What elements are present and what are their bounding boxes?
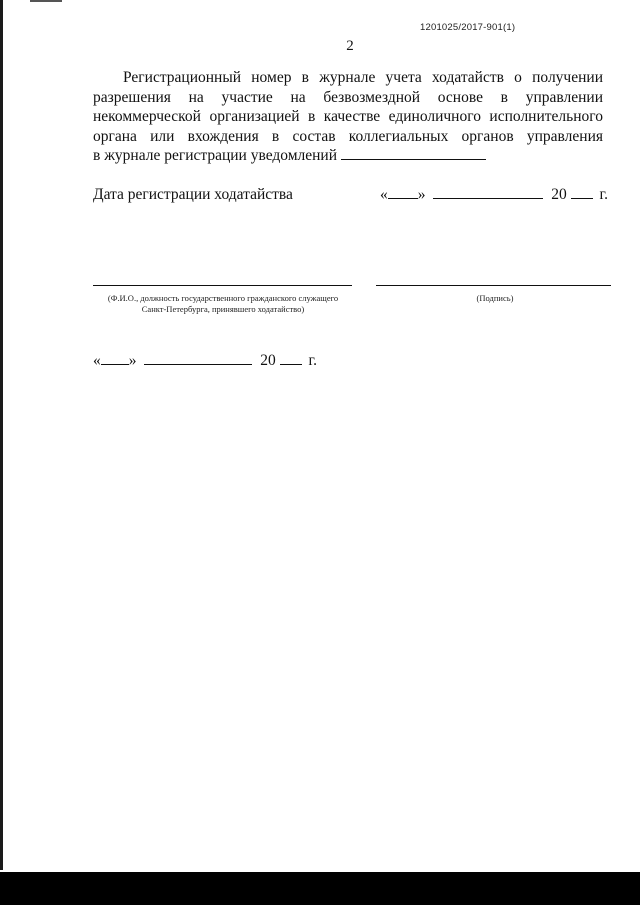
- bottom-year-prefix: 20: [260, 352, 276, 369]
- bottom-month-blank[interactable]: [144, 352, 252, 365]
- paragraph-line-5: в журнале регистрации уведомлений: [93, 147, 338, 164]
- official-name-caption: (Ф.И.О., должность государственного гражданского служащего Санкт-Петербурга, принявшего ходатайство): [107, 293, 339, 314]
- bottom-year-blank[interactable]: [280, 352, 302, 365]
- registration-date-label: Дата регистрации ходатайства: [93, 186, 293, 203]
- registration-date-field: [380, 186, 608, 204]
- signature-line[interactable]: [376, 285, 611, 286]
- bottom-date-close-quote: »: [128, 352, 137, 369]
- registration-number-blank[interactable]: [341, 147, 486, 160]
- paragraph-line-5-wrapper: [93, 146, 603, 166]
- date-close-quote: »: [417, 186, 426, 203]
- bottom-date-field: [93, 352, 317, 370]
- paragraph-line-2: разрешения на участие на безвозмездной основе в управлении: [93, 88, 603, 106]
- scan-top-mark: [30, 0, 62, 2]
- paragraph-line-3: некоммерческой организацией в качестве единоличного исполнительного: [93, 108, 603, 125]
- scan-bottom-band: [0, 872, 640, 905]
- registration-number-paragraph: [93, 68, 603, 166]
- document-code: 1201025/2017-901(1): [420, 22, 516, 33]
- registration-day-blank[interactable]: [388, 186, 418, 199]
- paragraph-line-1: Регистрационный номер в журнале учета ходатайств о получении: [123, 69, 603, 86]
- date-open-quote: «: [380, 186, 388, 203]
- signature-caption: (Подпись): [476, 293, 514, 303]
- year-suffix: г.: [599, 186, 608, 203]
- registration-year-blank[interactable]: [571, 186, 593, 199]
- year-prefix: 20: [551, 186, 567, 203]
- paragraph-line-4: органа или вхождения в состав коллегиальных органов управления: [93, 127, 603, 145]
- official-name-line[interactable]: [93, 285, 352, 286]
- page-number: 2: [346, 38, 354, 54]
- bottom-day-blank[interactable]: [101, 352, 129, 365]
- bottom-year-suffix: г.: [308, 352, 317, 369]
- scan-left-edge: [0, 0, 3, 870]
- bottom-date-open-quote: «: [93, 352, 101, 369]
- registration-month-blank[interactable]: [433, 186, 543, 199]
